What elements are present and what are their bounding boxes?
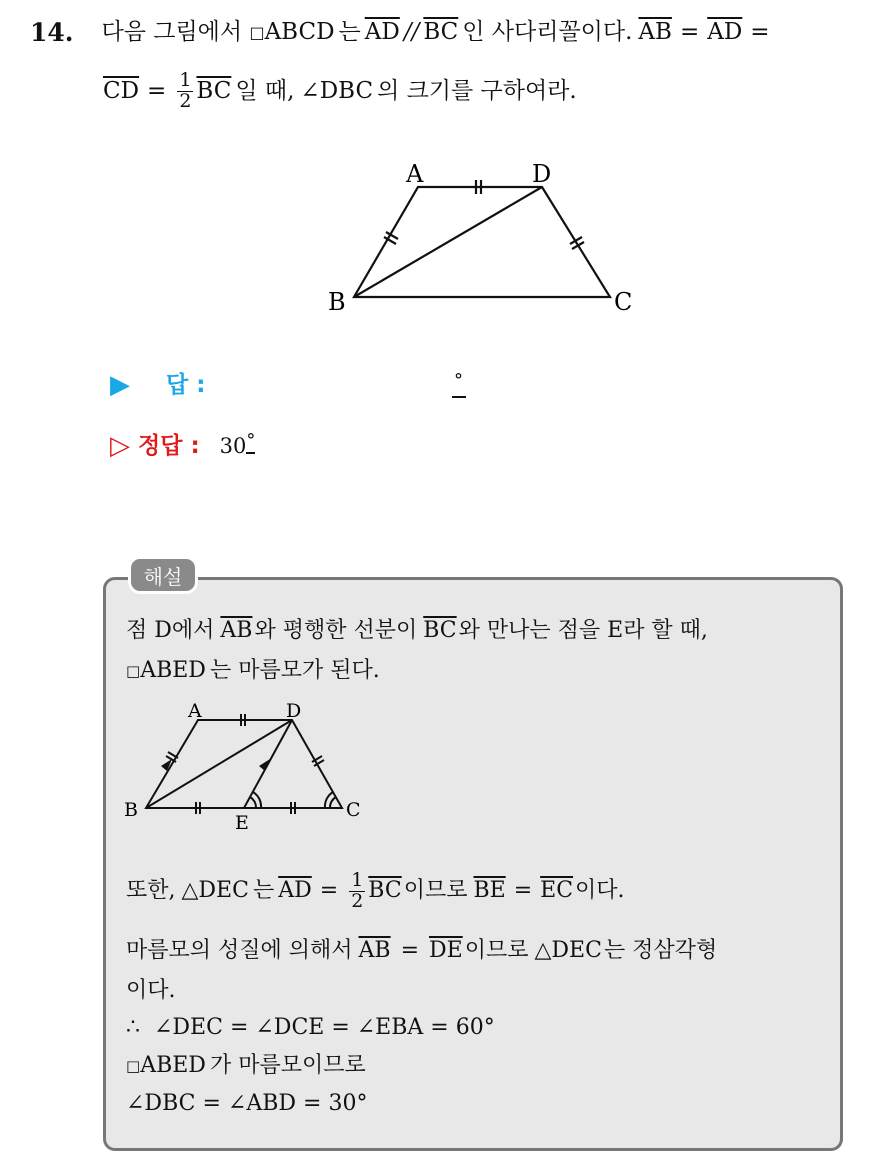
rhombus-figure xyxy=(120,695,370,835)
solution-line-5: 이다. xyxy=(126,978,176,1003)
quad-symbol: □ xyxy=(126,1056,141,1075)
text: 와 평행한 선분이 xyxy=(254,618,418,643)
text: 가 마름모이므로 xyxy=(209,1053,366,1078)
text: 는 마름모가 된다. xyxy=(209,658,380,683)
text: 다음 그림에서 xyxy=(101,19,250,45)
answer-label: 답 : xyxy=(166,371,206,398)
text: 의 크기를 구하여라. xyxy=(377,77,577,104)
text: 이므로 xyxy=(464,938,529,963)
trapezoid-figure xyxy=(320,150,650,325)
segment: $\overline{EC}$ xyxy=(540,878,574,903)
text: 인 사다리꼴이다. xyxy=(462,19,633,45)
answer-row xyxy=(110,370,205,400)
segment: $\overline{BE}$ xyxy=(473,878,506,903)
vertex-label-a: A xyxy=(406,160,424,188)
solution-line-2 xyxy=(126,660,380,682)
segment: $\overline{BC}$ xyxy=(423,618,457,643)
angle-arc xyxy=(330,797,336,808)
solution-line-1 xyxy=(126,620,708,642)
answer-input[interactable] xyxy=(440,372,470,398)
quad-symbol: □ xyxy=(249,22,265,42)
vertex-label-b: B xyxy=(328,288,346,316)
fraction-denominator: 2 xyxy=(179,89,192,112)
answer-unit: ° xyxy=(454,370,463,391)
equals: = xyxy=(513,878,533,903)
vertex-label-d: D xyxy=(286,700,302,722)
angle: ∠DBC xyxy=(300,77,374,104)
segment: $\overline{DE}$ xyxy=(429,938,463,963)
problem-number: 14. xyxy=(30,18,74,47)
segment: $\overline{BC}$ xyxy=(423,19,459,45)
problem-line-2 xyxy=(103,66,577,116)
text: 이므로 xyxy=(403,878,468,903)
text: 일 때, xyxy=(235,77,295,104)
vertex-label-d: D xyxy=(532,160,552,188)
solution-line-7 xyxy=(126,1055,366,1077)
fraction xyxy=(177,68,193,112)
key-arrow-icon: ▷ xyxy=(110,431,130,461)
segment: $\overline{CD}$ xyxy=(103,77,140,104)
quad-name: ABED xyxy=(140,1053,206,1078)
text: 마름모의 성질에 의해서 xyxy=(126,938,353,963)
segment: $\overline{AD}$ xyxy=(707,19,743,45)
segment: $\overline{AD}$ xyxy=(278,878,312,903)
equals: = xyxy=(679,19,700,45)
angle-arc xyxy=(250,797,256,808)
answer-underline xyxy=(452,396,466,398)
vertex-label-c: C xyxy=(346,799,361,821)
segment: $\overline{AD}$ xyxy=(364,19,400,45)
solution-tag: 해설 xyxy=(128,556,198,594)
key-value: 30 xyxy=(219,433,247,458)
answer-arrow-icon: ▶ xyxy=(110,370,130,400)
parallel-symbol: // xyxy=(403,19,420,45)
text: 와 만나는 점을 E라 할 때, xyxy=(458,618,708,643)
segment: $\overline{BC}$ xyxy=(368,878,402,903)
triangle: △DEC xyxy=(534,938,602,963)
text: 점 D에서 xyxy=(126,618,215,643)
trapezoid-abcd xyxy=(146,720,342,808)
quad-name: ABED xyxy=(140,658,206,683)
solution-line-3 xyxy=(126,866,625,916)
text: 는 정삼각형 xyxy=(603,938,718,963)
diagonal-bd xyxy=(354,187,542,297)
segment: $\overline{BC}$ xyxy=(196,77,232,104)
solution-line-8: ∠DBC = ∠ABD = 30° xyxy=(126,1091,368,1116)
triangle: △DEC xyxy=(181,878,249,903)
segment: $\overline{AB}$ xyxy=(358,938,391,963)
vertex-label-e: E xyxy=(235,812,249,834)
fraction xyxy=(349,868,365,912)
equals: = xyxy=(400,938,420,963)
text: 이다. xyxy=(575,878,625,903)
equals: = xyxy=(750,19,770,45)
solution-line-6: ∴ ∠DEC = ∠DCE = ∠EBA = 60° xyxy=(126,1015,495,1040)
fraction-numerator: 1 xyxy=(179,68,192,91)
vertex-label-a: A xyxy=(188,700,202,722)
segment-de xyxy=(244,720,292,808)
quad-name: ABCD xyxy=(264,19,335,45)
key-label: 정답 : xyxy=(138,432,200,459)
segment: $\overline{AB}$ xyxy=(638,19,672,45)
text: 또한, xyxy=(126,878,176,903)
text: 는 xyxy=(252,878,275,903)
fraction-numerator: 1 xyxy=(351,868,364,891)
key-unit: ° xyxy=(246,430,255,454)
equals: = xyxy=(319,878,339,903)
vertex-label-b: B xyxy=(124,799,138,821)
equals: = xyxy=(147,77,167,104)
key-row xyxy=(110,430,255,462)
text: 는 xyxy=(338,19,361,45)
quad-symbol: □ xyxy=(126,661,141,680)
vertex-label-c: C xyxy=(614,288,633,316)
problem-line-1 xyxy=(30,20,770,45)
fraction-denominator: 2 xyxy=(351,889,364,912)
solution-line-4 xyxy=(126,940,717,962)
segment: $\overline{AB}$ xyxy=(220,618,253,643)
